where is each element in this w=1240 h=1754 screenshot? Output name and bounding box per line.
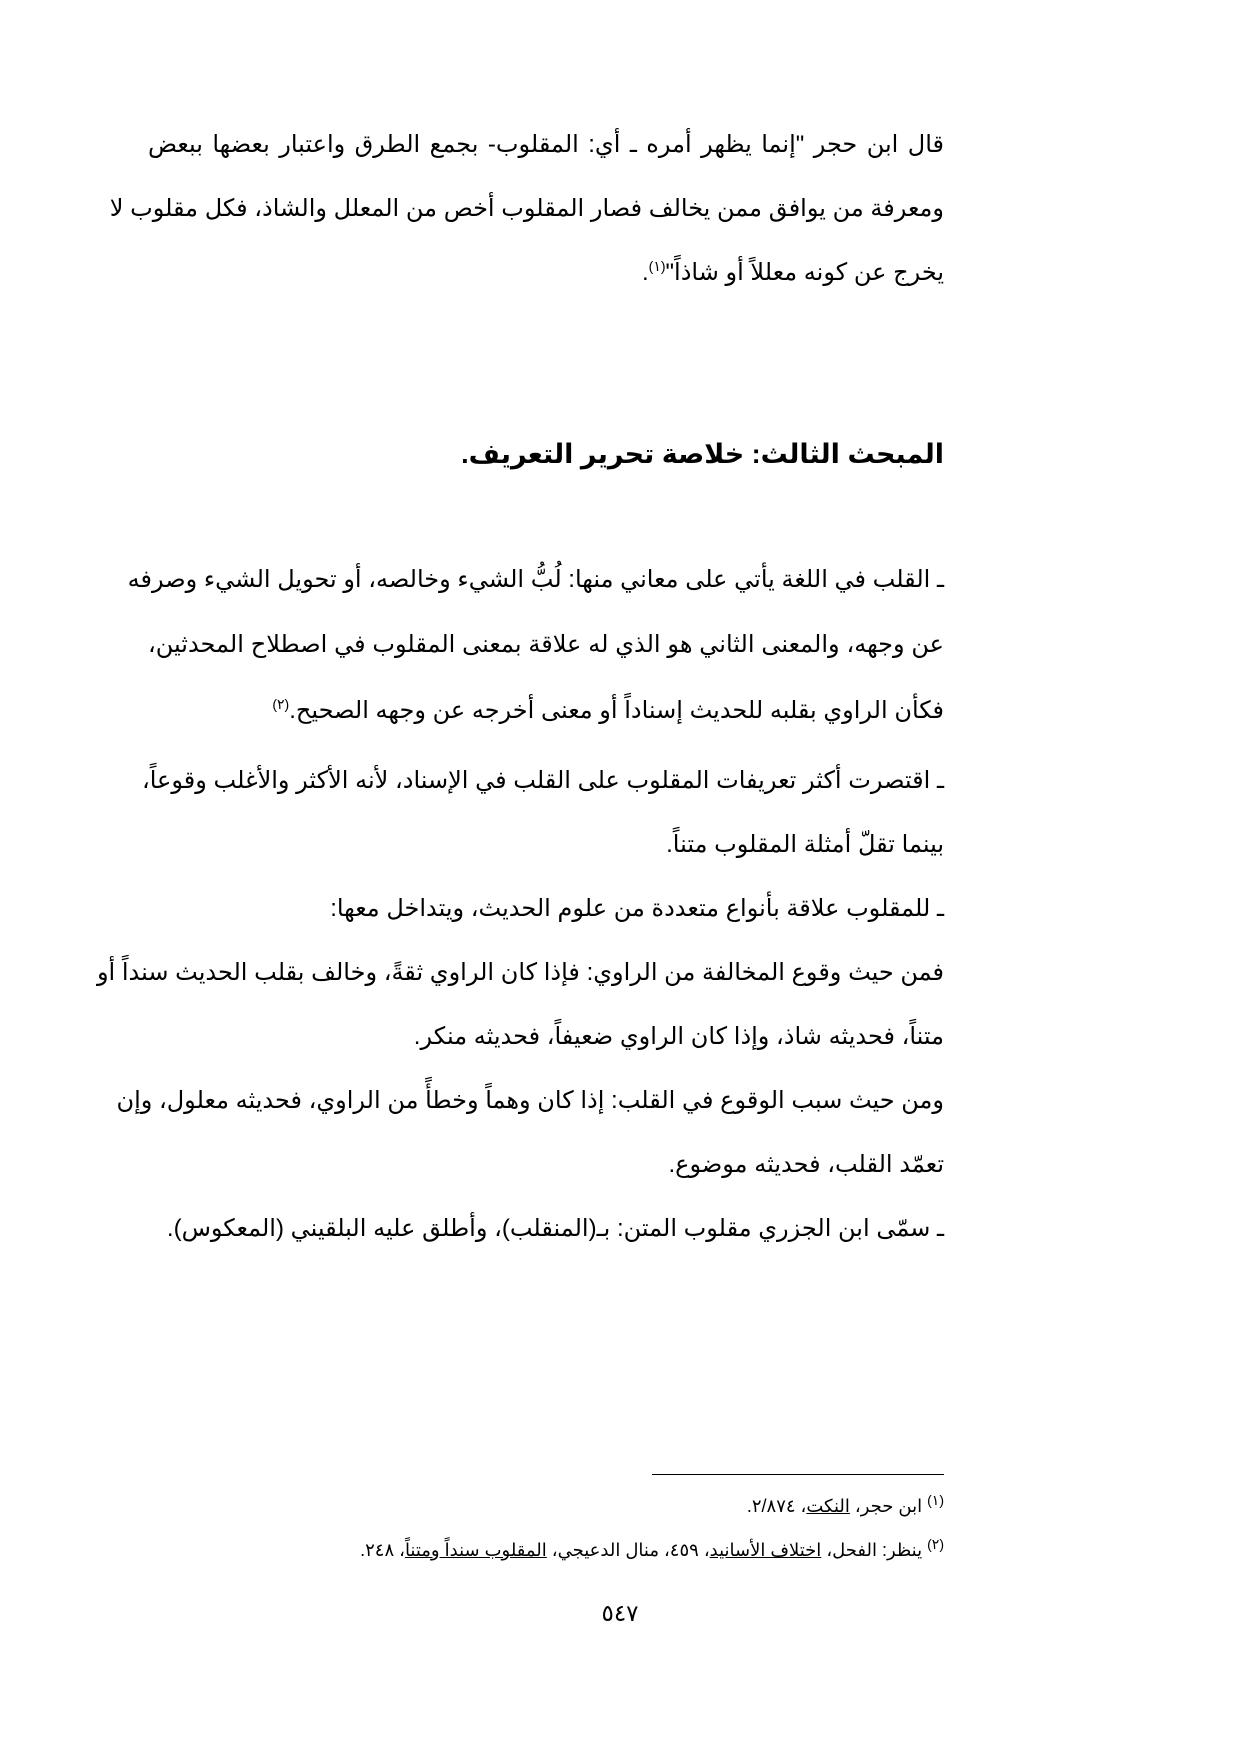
footnote-2-middle: ، ٤٥٩، منال الدعيجي، xyxy=(546,1540,710,1560)
section-heading: المبحث الثالث: خلاصة تحرير التعريف. xyxy=(461,439,944,469)
footnote-2 xyxy=(360,1536,944,1564)
paragraph-2-line-1: ـ القلب في اللغة يأتي على معاني منها: لُبُّ الشيء وخالصه، أو تحويل الشيء وصرفه xyxy=(127,566,944,593)
footnote-1-author: ابن حجر، xyxy=(849,1496,923,1516)
footnote-2-author-1: ينظر: الفحل، xyxy=(821,1540,923,1560)
paragraph-6-line-2: تعمّد القلب، فحديثه موضوع. xyxy=(668,1151,944,1178)
paragraph-1-line-1: قال ابن حجر "إنما يظهر أمره ـ أي: المقلوب- بجمع الطرق واعتبار بعضها ببعض xyxy=(148,131,944,158)
footnote-1-title: النكت xyxy=(806,1496,850,1516)
paragraph-3-line-2: بينما تقلّ أمثلة المقلوب متناً. xyxy=(666,831,944,858)
paragraph-3-line-1: ـ اقتصرت أكثر تعريفات المقلوب على القلب في الإسناد، لأنه الأكثر والأغلب وقوعاً، xyxy=(142,767,944,794)
paragraph-5-line-1: فمن حيث وقوع المخالفة من الراوي: فإذا كان الراوي ثقةً، وخالف بقلب الحديث سنداً أو xyxy=(96,959,944,986)
footnote-1-location: ، ٢/٨٧٤. xyxy=(746,1496,807,1516)
paragraph-2-line-3-text: فكأن الراوي بقلبه للحديث إسناداً أو معنى أخرجه عن وجهه الصحيح. xyxy=(289,697,944,724)
footnote-separator xyxy=(652,1474,944,1475)
footnote-ref-2: (٢) xyxy=(272,696,290,712)
footnote-1-marker: (١) xyxy=(927,1492,944,1508)
paragraph-1-line-2: ومعرفة من يوافق ممن يخالف فصار المقلوب أخص من المعلل والشاذ، فكل مقلوب لا xyxy=(109,195,944,222)
paragraph-6-line-1: ومن حيث سبب الوقوع في القلب: إذا كان وهماً وخطأً من الراوي، فحديثه معلول، وإن xyxy=(116,1087,944,1114)
paragraph-5-line-2: متناً، فحديثه شاذ، وإذا كان الراوي ضعيفاً، فحديثه منكر. xyxy=(413,1023,944,1050)
footnote-2-marker: (٢) xyxy=(927,1536,944,1552)
paragraph-2-line-2: عن وجهه، والمعنى الثاني هو الذي له علاقة بمعنى المقلوب في اصطلاح المحدثين، xyxy=(148,631,944,658)
footnote-2-title-1: اختلاف الأسانيد xyxy=(709,1540,822,1560)
footnote-2-location: ، ٢٤٨. xyxy=(360,1540,405,1560)
paragraph-7-line-1: ـ سمّى ابن الجزري مقلوب المتن: بـ(المنقلب)، وأطلق عليه البلقيني (المعكوس). xyxy=(166,1215,944,1242)
paragraph-1-line-3-end: . xyxy=(641,259,649,286)
paragraph-4-line-1: ـ للمقلوب علاقة بأنواع متعددة من علوم الحديث، ويتداخل معها: xyxy=(330,895,944,922)
paragraph-1-line-3 xyxy=(642,255,944,291)
paragraph-2-line-3 xyxy=(272,693,944,729)
footnote-2-title-2: المقلوب سنداً ومتناً xyxy=(404,1540,547,1560)
paragraph-1-line-3-text: يخرج عن كونه معللاً أو شاذاً" xyxy=(665,259,944,286)
page-number: ٥٤٧ xyxy=(601,1600,639,1626)
footnote-ref-1: (١) xyxy=(648,258,666,274)
footnote-1 xyxy=(747,1492,944,1520)
